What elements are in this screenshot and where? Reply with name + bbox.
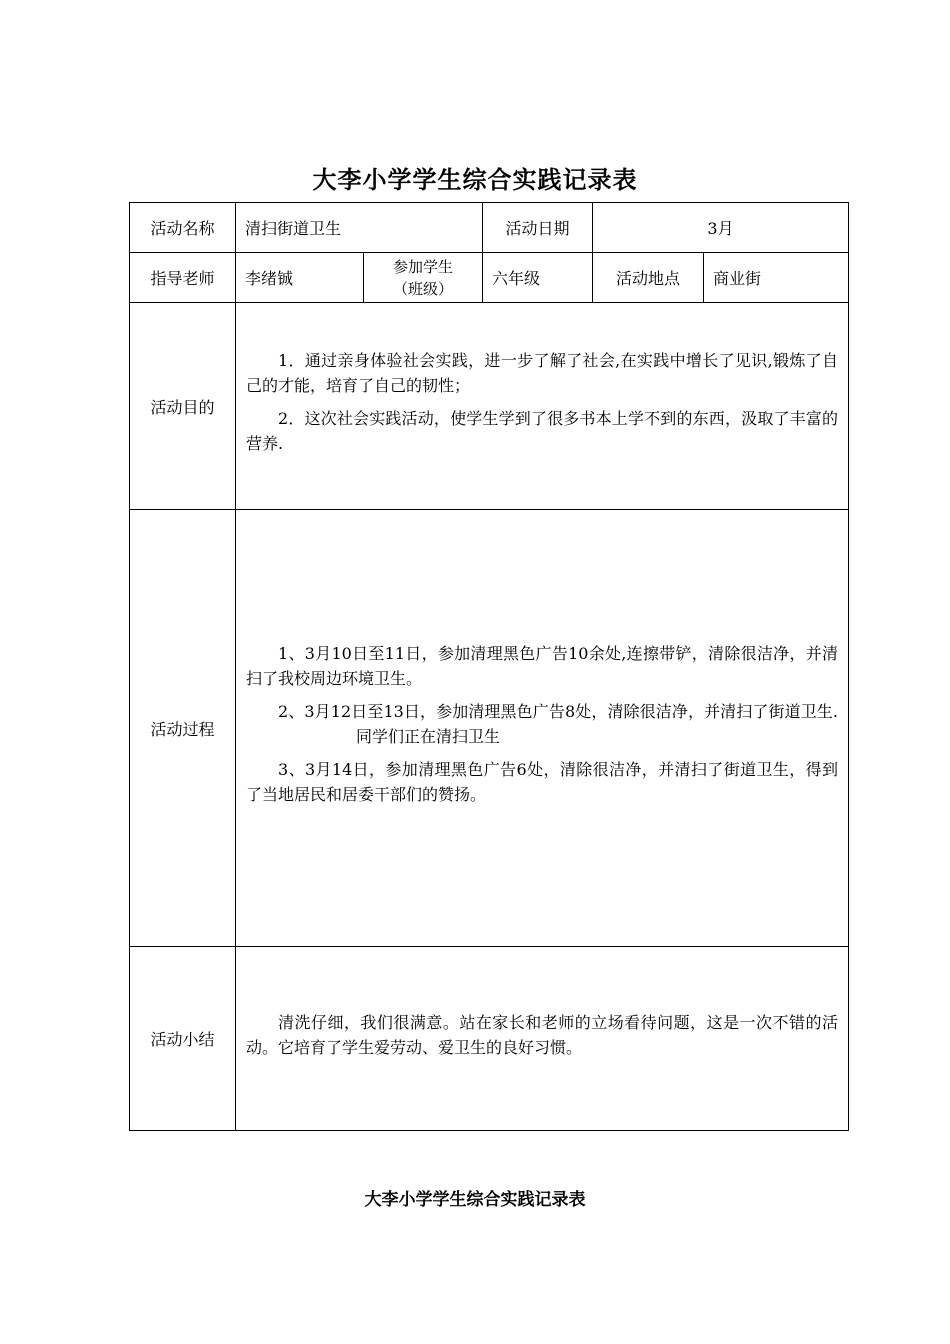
process-item-3: 3、3月14日，参加清理黑色广告6处，清除很洁净，并清扫了街道卫生，得到了当地居民和居委干部们的赞扬。 <box>246 760 839 804</box>
record-table <box>129 202 849 1131</box>
summary-label: 活动小结 <box>130 947 236 1131</box>
location-value: 商业街 <box>704 253 849 303</box>
purpose-item-2: 2．这次社会实践活动，使学生学到了很多书本上学不到的东西，汲取了丰富的营养. <box>246 409 839 453</box>
activity-date-label: 活动日期 <box>483 203 593 253</box>
students-class-value: 六年级 <box>483 253 593 303</box>
activity-date-value: 3月 <box>593 203 849 253</box>
summary-text: 清洗仔细，我们很满意。站在家长和老师的立场看待问题，这是一次不错的活动。它培育了学生爱劳动、爱卫生的良好习惯。 <box>246 1012 839 1057</box>
purpose-content <box>236 303 849 510</box>
location-label: 活动地点 <box>593 253 704 303</box>
process-item-2 <box>246 699 838 749</box>
students-label-line1: 参加学生 <box>393 257 454 276</box>
teacher-value: 李绪铖 <box>236 253 364 303</box>
process-item-1: 1、3月10日至11日，参加清理黑色广告10余处,连擦带铲，清除很洁净，并清扫了我校周边环境卫生。 <box>246 644 839 688</box>
footer-title: 大李小学学生综合实践记录表 <box>364 1190 586 1210</box>
teacher-label: 指导老师 <box>130 253 236 303</box>
row-process <box>130 510 849 947</box>
process-photo-caption: 同学们正在清扫卫生 <box>356 727 501 746</box>
summary-content <box>236 947 849 1131</box>
row-activity-name <box>130 203 849 253</box>
purpose-item-1: 1．通过亲身体验社会实践，进一步了解了社会,在实践中增长了见识,锻炼了自己的才能，培育了自己的韧性； <box>246 351 839 395</box>
row-purpose <box>130 303 849 510</box>
process-label: 活动过程 <box>130 510 236 947</box>
row-teacher <box>130 253 849 303</box>
document-title: 大李小学学生综合实践记录表 <box>312 165 638 194</box>
process-item-2-text: 2、3月12日至13日，参加清理黑色广告8处，清除很洁净，并清扫了街道卫生. <box>278 702 839 721</box>
purpose-label: 活动目的 <box>130 303 236 510</box>
process-content <box>236 510 849 947</box>
row-summary <box>130 947 849 1131</box>
activity-name-value: 清扫街道卫生 <box>236 203 483 253</box>
students-label-line2: （班级） <box>393 279 454 298</box>
activity-name-label: 活动名称 <box>130 203 236 253</box>
students-label <box>364 253 483 303</box>
